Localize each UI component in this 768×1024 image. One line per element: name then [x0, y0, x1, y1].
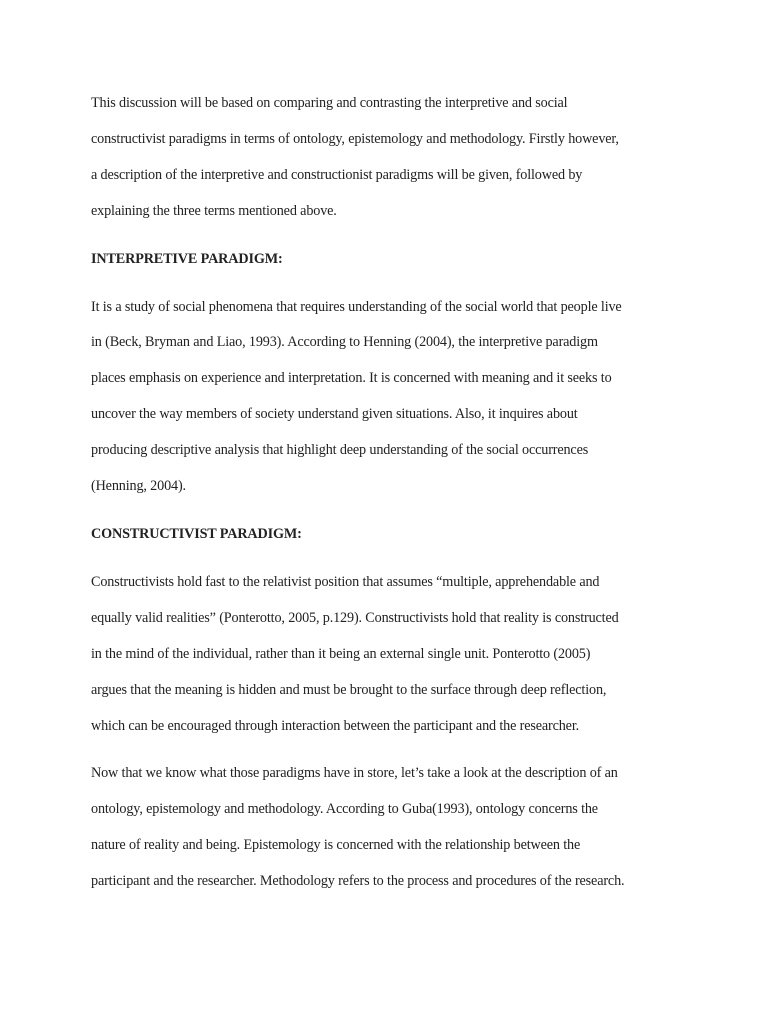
- closing-line: participant and the researcher. Methodology refers to the process and procedures of the research.: [91, 873, 625, 890]
- constructivist-line: in the mind of the individual, rather than it being an external single unit. Ponterotto (2005): [91, 645, 591, 662]
- interpretive-line: uncover the way members of society understand given situations. Also, it inquires about: [91, 406, 578, 423]
- intro-line: explaining the three terms mentioned above.: [91, 202, 337, 219]
- constructivist-paragraph: [91, 565, 691, 745]
- constructivist-line: equally valid realities” (Ponterotto, 2005, p.129). Constructivists hold that reality is constructed: [91, 609, 619, 626]
- intro-paragraph: [91, 86, 691, 230]
- interpretive-line: (Henning, 2004).: [91, 478, 186, 495]
- interpretive-heading: INTERPRETIVE PARADIGM:: [91, 250, 283, 267]
- closing-line: Now that we know what those paradigms have in store, let’s take a look at the description of an: [91, 765, 618, 782]
- constructivist-line: argues that the meaning is hidden and must be brought to the surface through deep reflection,: [91, 681, 607, 698]
- interpretive-line: It is a study of social phenomena that requires understanding of the social world that people live: [91, 298, 622, 315]
- closing-line: ontology, epistemology and methodology. According to Guba(1993), ontology concerns the: [91, 801, 598, 818]
- interpretive-line: places emphasis on experience and interpretation. It is concerned with meaning and it seeks to: [91, 370, 612, 387]
- intro-line: constructivist paradigms in terms of ontology, epistemology and methodology. Firstly however,: [91, 130, 619, 147]
- interpretive-line: producing descriptive analysis that highlight deep understanding of the social occurrences: [91, 442, 589, 459]
- interpretive-paragraph: [91, 290, 691, 505]
- closing-paragraph: [91, 756, 691, 900]
- document-body: [91, 86, 691, 912]
- intro-line: a description of the interpretive and constructionist paradigms will be given, followed by: [91, 166, 583, 183]
- interpretive-line: in (Beck, Bryman and Liao, 1993). According to Henning (2004), the interpretive paradigm: [91, 334, 598, 351]
- constructivist-heading: CONSTRUCTIVIST PARADIGM:: [91, 525, 302, 542]
- intro-line: This discussion will be based on comparing and contrasting the interpretive and social: [91, 95, 568, 111]
- constructivist-line: Constructivists hold fast to the relativist position that assumes “multiple, apprehendable and: [91, 573, 600, 590]
- constructivist-line: which can be encouraged through interaction between the participant and the researcher.: [91, 717, 580, 734]
- closing-line: nature of reality and being. Epistemology is concerned with the relationship between the: [91, 837, 581, 854]
